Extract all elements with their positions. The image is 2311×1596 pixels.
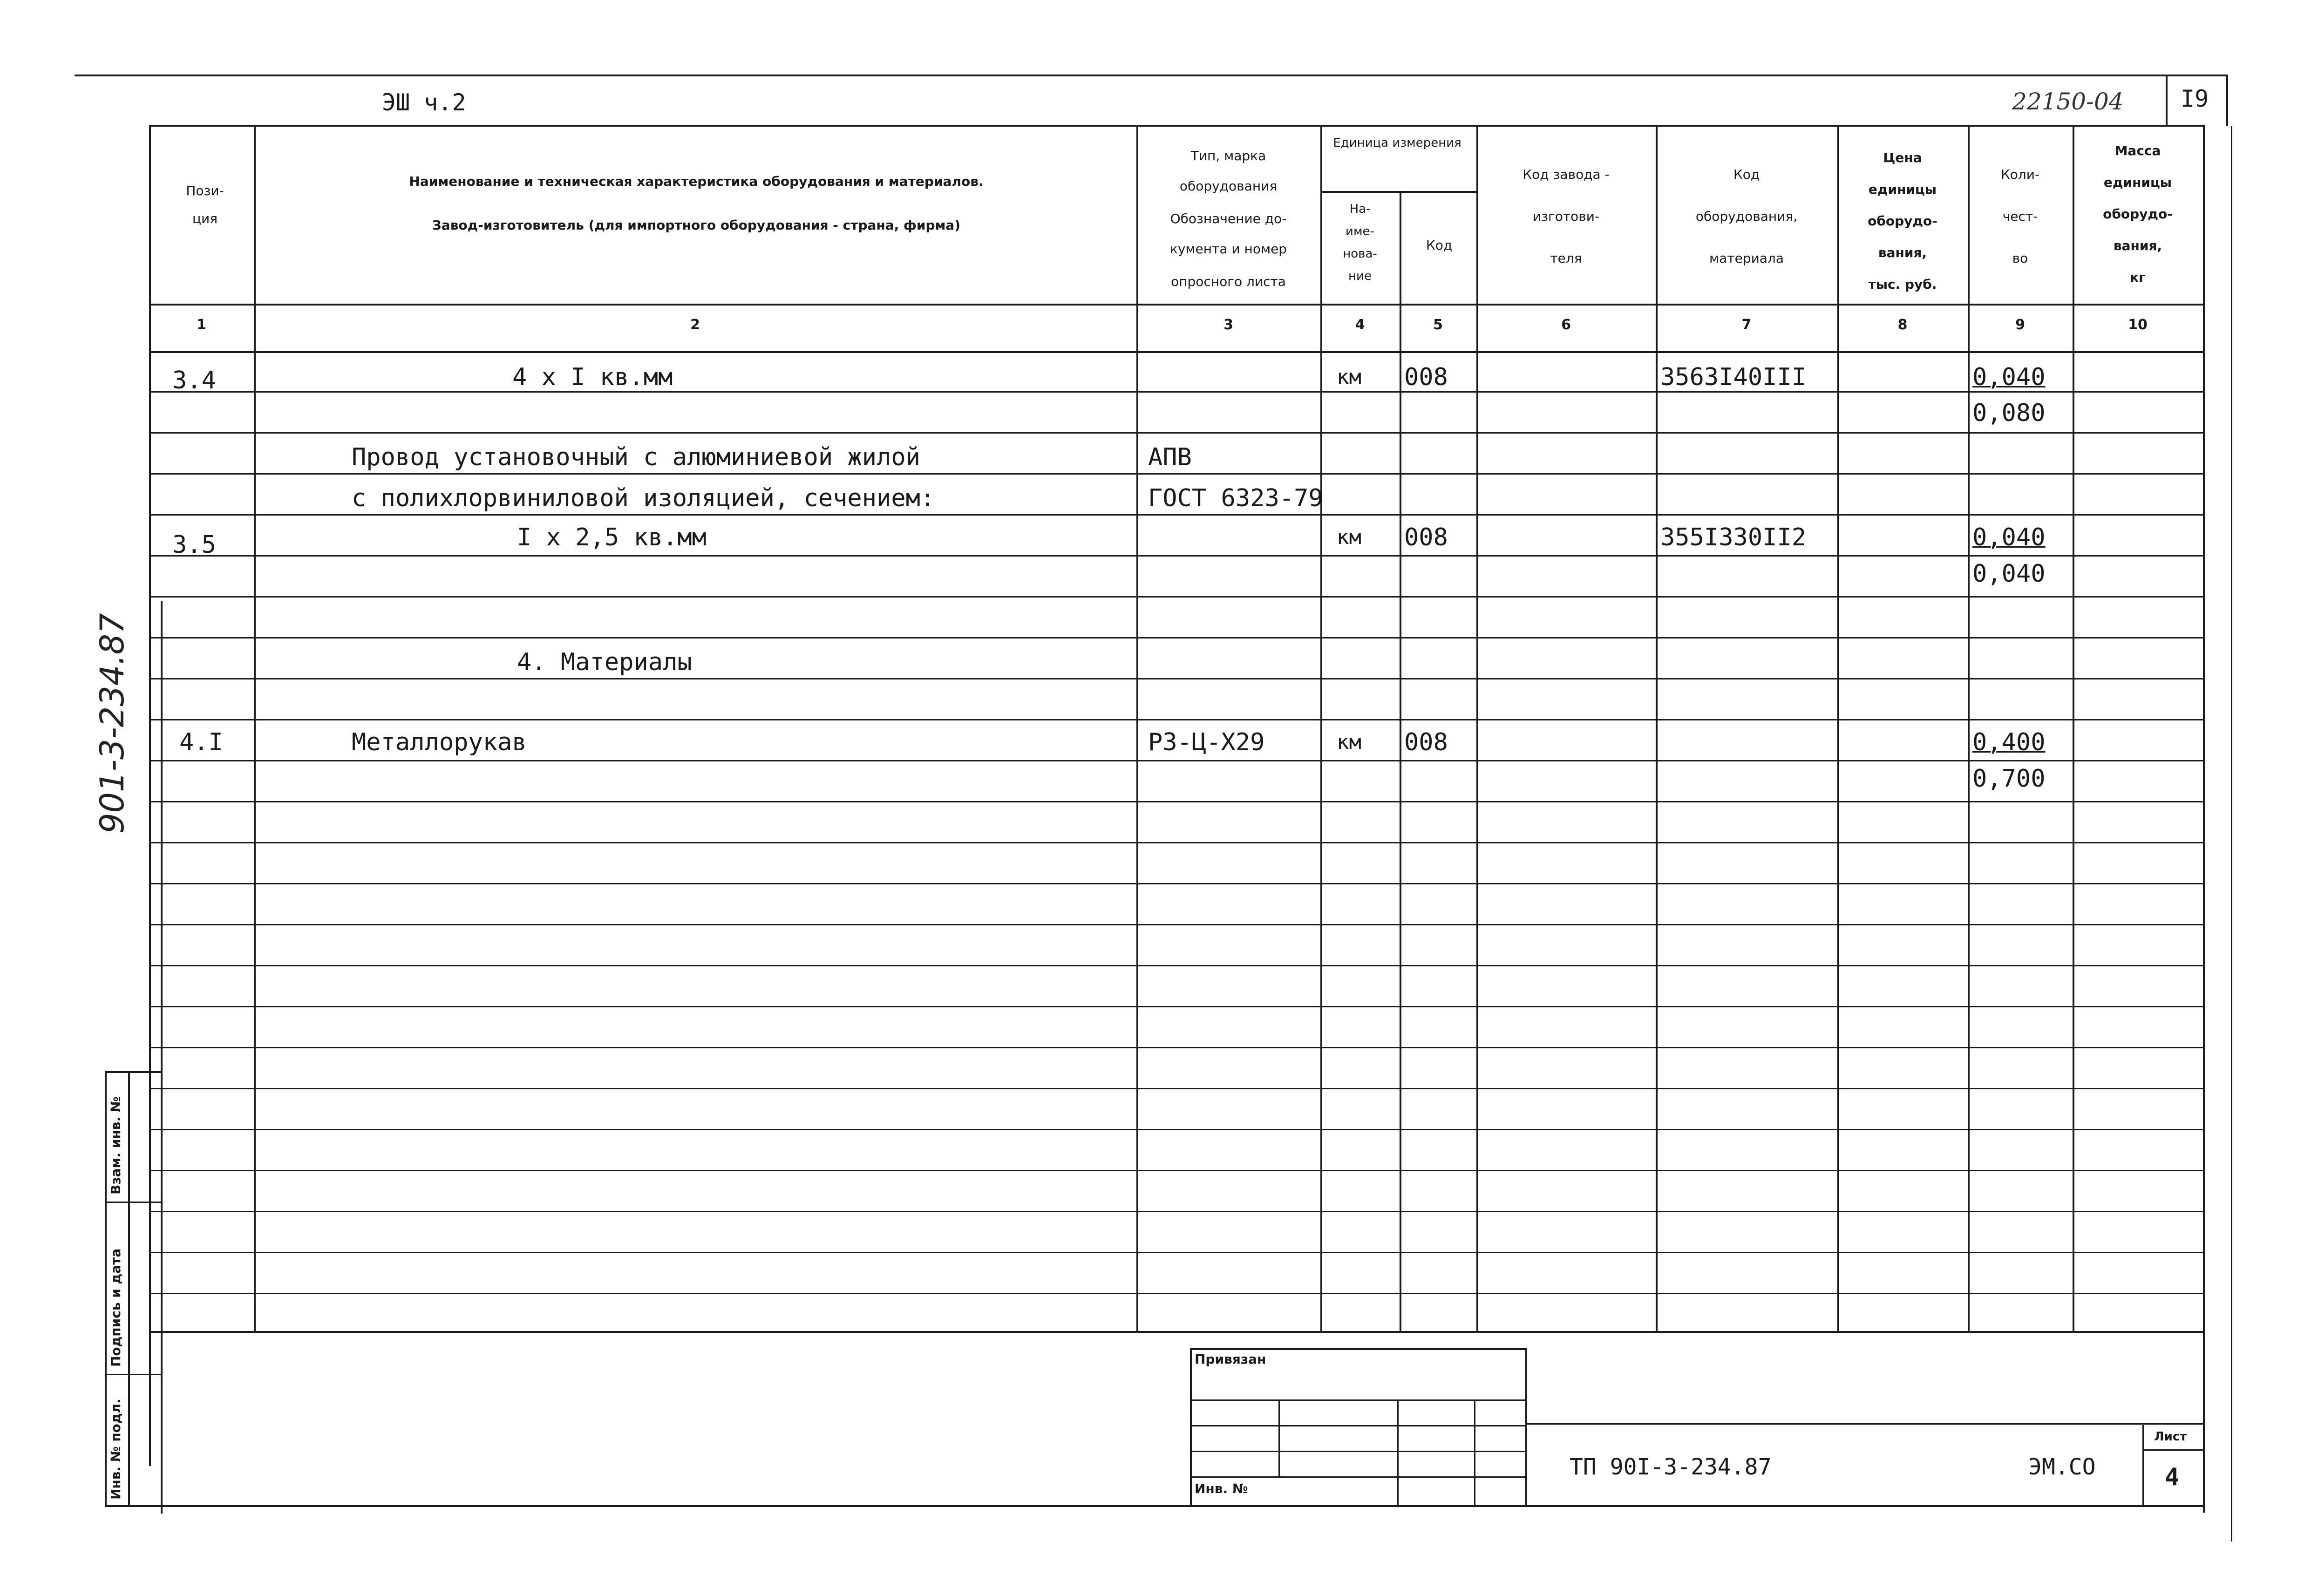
row-unit-code: 008	[1404, 363, 1448, 391]
col-div-1	[254, 125, 256, 1331]
row-name: 4 x I кв.мм	[512, 363, 673, 391]
row-material-code: 3563I40III	[1660, 363, 1807, 391]
row-type: АПВ	[1148, 443, 1192, 471]
tb-col	[1397, 1399, 1399, 1507]
col-div-6	[1656, 125, 1658, 1331]
row-unit-code: 008	[1404, 728, 1448, 756]
row-unit: км	[1337, 730, 1361, 754]
row-line	[149, 801, 2203, 802]
header-bottom	[149, 304, 2203, 306]
tb-top	[1190, 1348, 1525, 1350]
tb-col	[1474, 1399, 1475, 1507]
row-line	[149, 1293, 2203, 1294]
row-line	[149, 432, 2203, 434]
col-div-8	[1968, 125, 1970, 1331]
doc-number-handwritten: 22150-04	[2012, 88, 2124, 115]
stamp-inv-orig: Инв. № подл.	[108, 1399, 123, 1500]
colnum-7: 7	[1741, 317, 1752, 333]
right-margin-line	[2231, 126, 2232, 1542]
row-line	[149, 760, 2203, 761]
row-unit: км	[1337, 365, 1361, 389]
frame-right	[2203, 125, 2205, 1513]
sheet-box-right	[2226, 75, 2228, 126]
row-line	[149, 1006, 2203, 1007]
colnum-2: 2	[690, 317, 700, 333]
row-line	[149, 842, 2203, 843]
hdr-unit-code: Код	[1426, 238, 1453, 253]
row-material-code: 355I330II2	[1660, 523, 1807, 551]
col-div-2	[1136, 125, 1138, 1331]
row-line	[149, 965, 2203, 966]
row-unit: км	[1337, 525, 1361, 549]
stamp-sign-date: Подпись и дата	[108, 1248, 123, 1367]
row-line	[149, 883, 2203, 884]
sheet-box-left	[2166, 75, 2168, 126]
colnum-10: 10	[2128, 317, 2148, 333]
row-name: I x 2,5 кв.мм	[517, 523, 707, 551]
frame-top	[149, 125, 2203, 127]
hdr-type-l4: кумента и номер	[1169, 241, 1287, 257]
row-line	[149, 1129, 2203, 1130]
row-line	[149, 1047, 2203, 1048]
row-line	[149, 637, 2203, 638]
row-line	[149, 924, 2203, 925]
hdr-material-code: Код оборудования, материала	[1695, 167, 1798, 266]
stamp-mid-edge	[128, 1071, 130, 1506]
row-name: Металлорукав	[352, 728, 527, 756]
tb-list-div	[2142, 1449, 2203, 1451]
col-div-5	[1476, 125, 1478, 1331]
hdr-position: Пози- ция	[186, 183, 224, 226]
row-line	[149, 391, 2203, 393]
row-quantity: 0,040	[1972, 560, 2046, 588]
hdr-type-l1: Тип, марка	[1190, 148, 1266, 163]
tb-list-left	[2142, 1425, 2144, 1505]
stamp-div	[105, 1374, 161, 1375]
colnum-1: 1	[197, 317, 206, 333]
stamp-left-edge	[105, 1071, 107, 1506]
row-line	[149, 1252, 2203, 1253]
colnum-8: 8	[1897, 317, 1908, 333]
hdr-unit-mass: Масса единицы оборудо- вания, кг	[2103, 143, 2173, 285]
row-line	[149, 1088, 2203, 1089]
row-line	[149, 473, 2203, 475]
row-line	[149, 596, 2203, 598]
tb-list-label: Лист	[2154, 1430, 2187, 1444]
hdr-type-l5: опросного листа	[1171, 274, 1286, 289]
tb-col	[1278, 1399, 1280, 1476]
doc-section: ЭШ ч.2	[382, 89, 466, 116]
tb-inv: Инв. №	[1195, 1481, 1248, 1496]
stamp-top	[105, 1071, 161, 1073]
tb-list-num: 4	[2165, 1463, 2180, 1491]
row-line	[149, 719, 2203, 720]
hdr-type-l2: оборудования	[1179, 178, 1278, 194]
row-position: 3.5	[172, 531, 216, 559]
col-div-9	[2073, 125, 2074, 1331]
sheet-number: I9	[2181, 85, 2209, 112]
colnum-6: 6	[1561, 317, 1571, 333]
row-line	[149, 678, 2203, 679]
hdr-quantity: Коли- чест- во	[2000, 167, 2040, 266]
colnum-3: 3	[1223, 317, 1233, 333]
row-position: 4.I	[179, 728, 223, 756]
top-rule	[75, 75, 2226, 76]
side-handwritten-number: 901-3-234.87	[93, 613, 131, 834]
stamp-vzam: Взам. инв. №	[108, 1096, 123, 1195]
frame-left-inner	[161, 601, 163, 1514]
table-bottom	[149, 1331, 2203, 1333]
hdr-name-line1: Наименование и техническая характеристика оборудования и материалов.	[409, 174, 984, 189]
section-title: 4. Материалы	[517, 648, 692, 676]
colnum-9: 9	[2015, 317, 2025, 333]
hdr-unit-price: Цена единицы оборудо- вания, тыс. руб.	[1868, 150, 1937, 292]
row-type: ГОСТ 6323-79	[1148, 484, 1323, 512]
frame-bottom	[105, 1505, 2203, 1507]
row-quantity: 0,040	[1972, 363, 2046, 391]
unit-split-line	[1320, 191, 1476, 193]
tb-main-top	[1525, 1423, 2203, 1425]
tb-right-small	[1525, 1348, 1527, 1507]
hdr-unit-group: Единица измерения	[1333, 136, 1461, 150]
row-quantity: 0,400	[1972, 728, 2046, 756]
row-type: РЗ-Ц-Х29	[1148, 728, 1265, 756]
tb-left	[1190, 1348, 1192, 1507]
tb-mark: ЭМ.СО	[2028, 1454, 2096, 1480]
stamp-div	[105, 1202, 161, 1203]
row-line	[149, 514, 2203, 516]
colnum-bottom	[149, 351, 2203, 353]
row-quantity: 0,080	[1972, 399, 2046, 427]
row-unit-code: 008	[1404, 523, 1448, 551]
tb-privyazan: Привязан	[1195, 1352, 1266, 1367]
row-line	[149, 1170, 2203, 1171]
row-quantity: 0,700	[1972, 765, 2046, 793]
colnum-4: 4	[1355, 317, 1365, 333]
hdr-unit-name: На- име- нова- ние	[1343, 202, 1377, 283]
col-div-7	[1837, 125, 1839, 1331]
row-name: с полихлорвиниловой изоляцией, сечением:	[352, 484, 935, 512]
row-line	[149, 1211, 2203, 1212]
tb-project: ТП 90I-3-234.87	[1570, 1454, 1772, 1480]
row-name: Провод установочный с алюминиевой жилой	[352, 443, 920, 471]
colnum-5: 5	[1433, 317, 1443, 333]
row-quantity: 0,040	[1972, 523, 2046, 551]
hdr-name-line2: Завод-изготовитель (для импортного оборудования - страна, фирма)	[432, 217, 961, 233]
row-position: 3.4	[172, 367, 216, 394]
row-line	[149, 555, 2203, 557]
col-div-3	[1320, 125, 1322, 1331]
hdr-factory-code: Код завода - изготови- теля	[1523, 167, 1610, 266]
hdr-type-l3: Обозначение до-	[1170, 211, 1287, 226]
